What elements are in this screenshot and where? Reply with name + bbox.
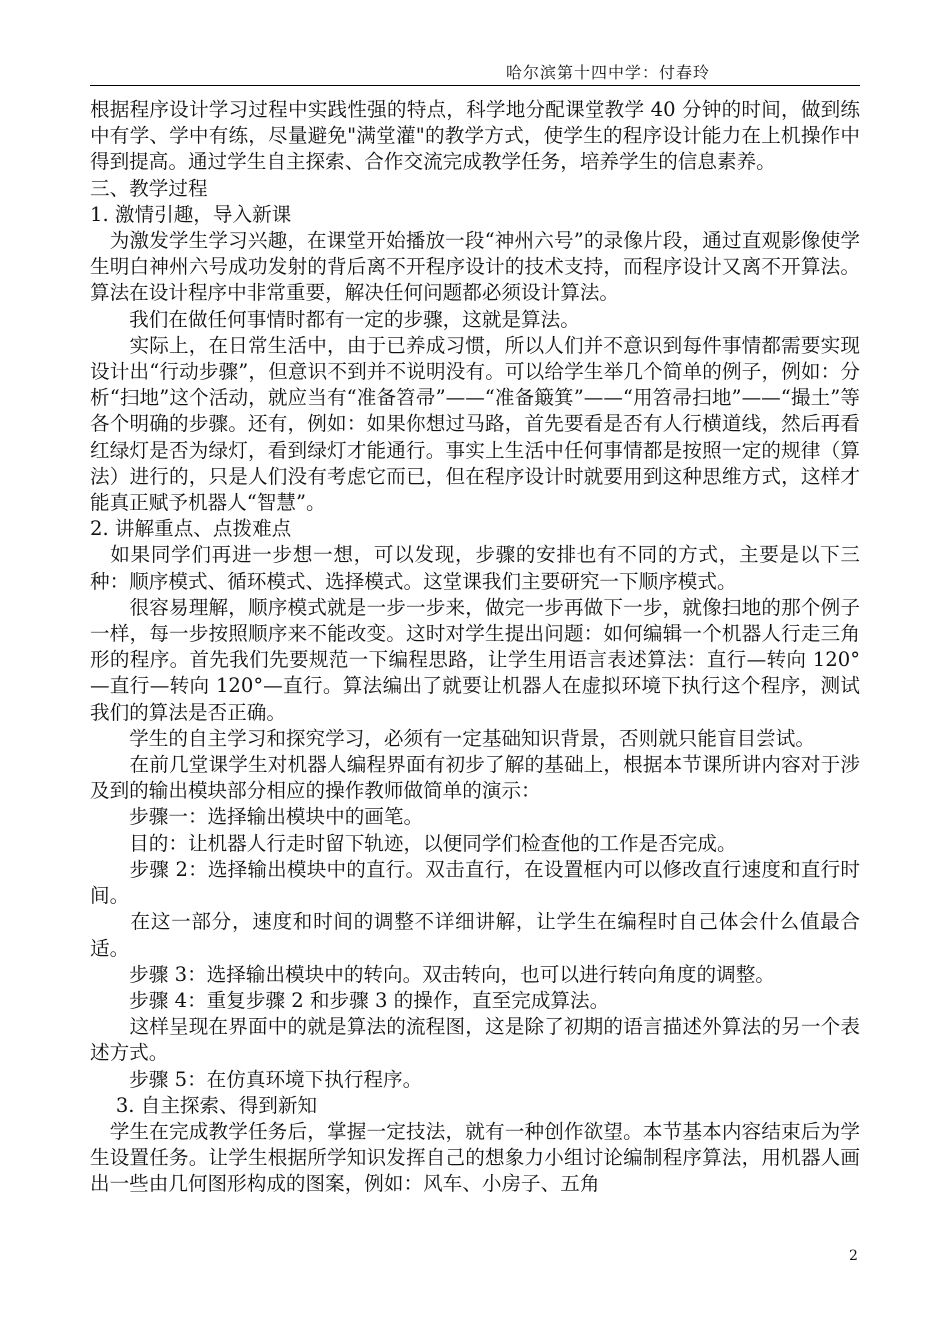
paragraph: 学生在完成教学任务后，掌握一定技法，就有一种创作欲望。本节基本内容结束后为学生设置任务。让学生根据所学知识发挥自己的想象力小组讨论编制程序算法，用机器人画出一些由几何图形构成的图案，例如：风车、小房子、五角	[90, 1119, 860, 1196]
paragraph: 如果同学们再进一步想一想，可以发现，步骤的安排也有不同的方式，主要是以下三种：顺序模式、循环模式、选择模式。这堂课我们主要研究一下顺序模式。	[90, 543, 860, 593]
header-rule	[90, 85, 860, 86]
step-item: 步骤 5：在仿真环境下执行程序。	[90, 1067, 423, 1091]
paragraph: 这样呈现在界面中的就是算法的流程图，这是除了初期的语言描述外算法的另一个表述方式。	[90, 1015, 860, 1065]
paragraph: 学生的自主学习和探究学习，必须有一定基础知识背景，否则就只能盲目尝试。	[90, 726, 815, 750]
section-heading: 三、教学过程	[90, 176, 208, 200]
page-header	[90, 58, 860, 86]
document-body	[90, 97, 860, 1198]
step-item: 步骤 2：选择输出模块中的直行。双击直行，在设置框内可以修改直行速度和直行时间。	[90, 857, 860, 908]
paragraph: 为激发学生学习兴趣，在课堂开始播放一段“神州六号”的录像片段，通过直观影像使学生明白神州六号成功发射的背后离不开程序设计的技术支持，而程序设计又离不开算法。算法在设计程序中非常重要，解决任何问题都必须设计算法。	[90, 229, 860, 305]
step-item: 步骤 4：重复步骤 2 和步骤 3 的操作，直至完成算法。	[90, 988, 610, 1012]
subsection-heading: 3. 自主探索、得到新知	[90, 1093, 318, 1117]
paragraph: 我们在做任何事情时都有一定的步骤，这就是算法。	[90, 307, 580, 331]
paragraph: 很容易理解，顺序模式就是一步一步来，做完一步再做下一步，就像扫地的那个例子一样，每一步按照顺序来不能改变。这时对学生提出问题：如何编辑一个机器人行走三角形的程序。首先我们先要规范一下编程思路，让学生用语言表述算法：直行—转向 120°—直行—转向 120°—直行。算法编出了就要让机器人在虚拟环境下执行这个程序，测试我们的算法是否正确。	[90, 595, 860, 724]
page-number: 2	[849, 1248, 858, 1264]
subsection-heading: 1. 激情引趣，导入新课	[90, 202, 292, 226]
paragraph: 根据程序设计学习过程中实践性强的特点，科学地分配课堂教学 40 分钟的时间，做到练中有学、学中有练，尽量避免"满堂灌"的教学方式，使学生的程序设计能力在上机操作中得到提高。通过学生自主探索、合作交流完成教学任务，培养学生的信息素养。	[90, 98, 860, 174]
header-text: 哈尔滨第十四中学：付春玲	[505, 63, 710, 82]
paragraph: 在前几堂课学生对机器人编程界面有初步了解的基础上，根据本节课所讲内容对于涉及到的输出模块部分相应的操作教师做简单的演示：	[90, 753, 860, 803]
step-item: 目的：让机器人行走时留下轨迹，以便同学们检查他的工作是否完成。	[90, 831, 737, 855]
step-item: 步骤 3：选择输出模块中的转向。双击转向，也可以进行转向角度的调整。	[90, 962, 775, 986]
subsection-heading: 2. 讲解重点、点拨难点	[90, 517, 292, 541]
paragraph: 在这一部分，速度和时间的调整不详细讲解，让学生在编程时自己体会什么值最合适。	[90, 910, 860, 960]
paragraph: 实际上，在日常生活中，由于已养成习惯，所以人们并不意识到每件事情都需要实现设计出“行动步骤”，但意识不到并不说明没有。可以给学生举几个简单的例子，例如：分析“扫地”这个活动，就应当有“准备笤帚”——“准备簸箕”——“用笤帚扫地”——“撮土”等各个明确的步骤。还有，例如：如果你想过马路，首先要看是否有人行横道线，然后再看红绿灯是否为绿灯，看到绿灯才能通行。事实上生活中任何事情都是按照一定的规律（算法）进行的，只是人们没有考虑它而已，但在程序设计时就要用到这种思维方式，这样才能真正赋予机器人“智慧”。	[90, 333, 860, 515]
step-item: 步骤一：选择输出模块中的画笔。	[90, 805, 424, 829]
